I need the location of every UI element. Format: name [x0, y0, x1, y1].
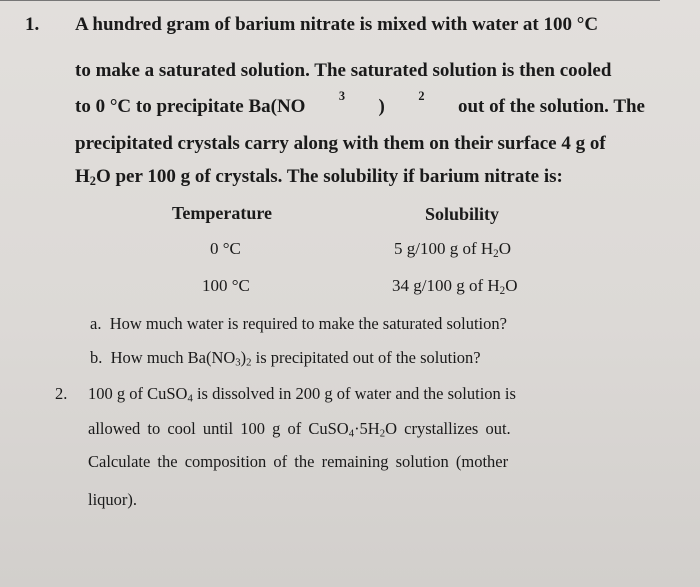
q1-part-a: [90, 314, 507, 334]
q1-part-b-text: How much $Ba(NO_3)_2$ is precipitated out of the solution?: [110, 348, 481, 369]
q1-line-1: [25, 14, 599, 36]
q1-line-5: $H_2O$ per 100 g of crystals. The solubility if barium nitrate is:: [75, 166, 563, 189]
table-row-2-temperature: 100 °C: [202, 276, 250, 295]
q1-number: 1.: [25, 14, 40, 35]
q2-line-2: allowed to cool until 100 g of $CuSO_4\cdot 5H_2O$ crystallizes out.: [88, 419, 511, 440]
q2-line-1: [55, 384, 630, 405]
q1-part-b-label: b.: [90, 348, 103, 367]
q1-part-a-text: How much water is required to make the saturated solution?: [109, 314, 507, 333]
q1-part-a-label: a.: [90, 314, 102, 333]
q2-line-4: liquor).: [88, 490, 138, 509]
table-row-1-solubility: 5 g/100 g of $H_2O$: [394, 239, 511, 260]
q2-line-3: Calculate the composition of the remaining solution (mother: [88, 452, 509, 471]
q1-line-2: to make a saturated solution. The saturated solution is then cooled: [75, 60, 612, 81]
q2-number: 2.: [55, 384, 68, 403]
q2-line-1-text: 100 g of CuSO$_4$ is dissolved in 200 g of water and the solution is: [88, 384, 516, 405]
table-header-temperature: Temperature: [172, 203, 272, 223]
q1-line-1-text: A hundred gram of barium nitrate is mixed with water at 100 °C: [75, 14, 599, 35]
q1-line-3: to 0 °C to precipitate Ba(NO 3 ) 2 out of the solution. The: [75, 89, 645, 117]
top-rule: [0, 0, 660, 7]
table-row-2-solubility: 34 g/100 g of $H_2O$: [392, 276, 518, 297]
table-row-1-temperature: 0 °C: [210, 239, 241, 258]
q1-line-4: precipitated crystals carry along with them on their surface 4 g of: [75, 133, 606, 154]
q1-part-b: [90, 348, 481, 368]
table-header-solubility: Solubility: [425, 204, 500, 224]
